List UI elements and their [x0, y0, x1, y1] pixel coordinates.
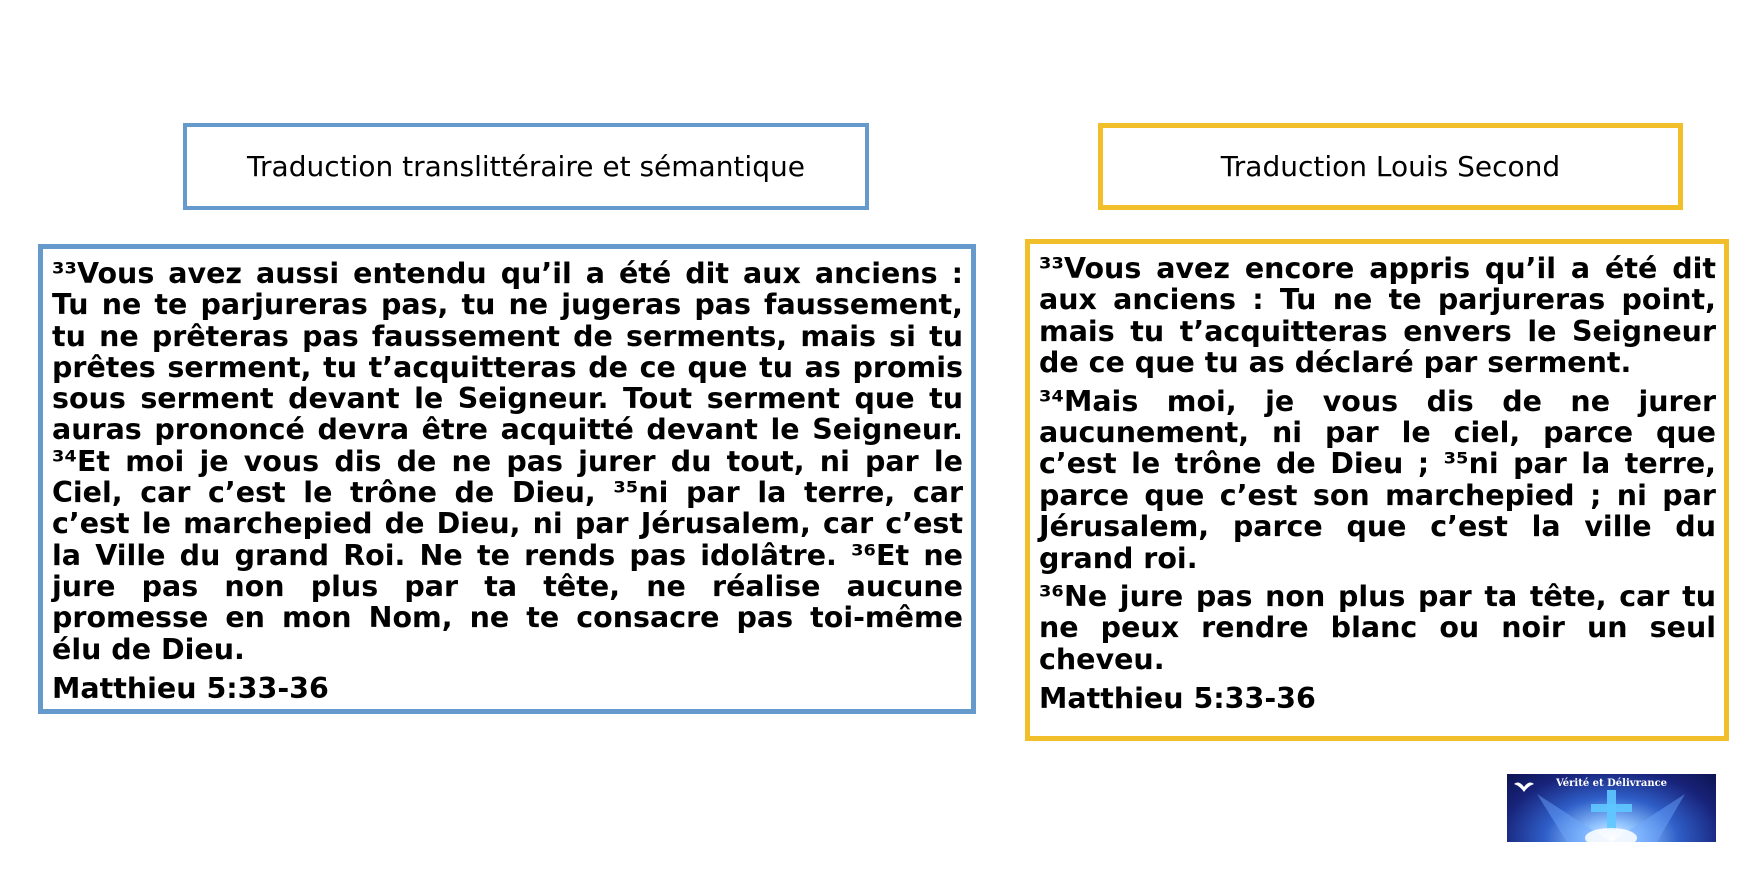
verite-et-delivrance-logo: [1507, 774, 1716, 842]
louis-second-verse-36: ³⁶Ne jure pas non plus par ta tête, car tu ne peux rendre blanc ou noir un seul cheveu.: [1039, 580, 1716, 676]
louis-second-verse-34-35: ³⁴Mais moi, je vous dis de ne jurer aucunement, ni par le ciel, parce que c’est le trône de Dieu ; ³⁵ni par la terre, parce que c’est son marchepied ; ni par Jérusalem, parce que c’est la ville du grand roi.: [1039, 384, 1716, 575]
louis-second-verse-box: [1025, 239, 1729, 741]
louis-second-reference: Matthieu 5:33-36: [1039, 682, 1316, 716]
label-louis-second-text: Traduction Louis Second: [1220, 150, 1561, 183]
label-transliteral-text: Traduction translittéraire et sémantique: [247, 150, 805, 183]
transliteral-reference: Matthieu 5:33-36: [52, 671, 329, 705]
label-transliteral-translation: [183, 123, 869, 210]
transliteral-verse-text: ³³Vous avez aussi entendu qu’il a été dit aux anciens : Tu ne te parjureras pas, tu ne jugeras pas faussement, tu ne prêteras pas faussement de serments, mais si tu prêtes serment, tu t’acquitteras de ce que tu as promis sous serment devant le Seigneur. Tout serment que tu auras prononcé devra être acquitté devant le Seigneur. ³⁴Et moi je vous dis de ne pas jurer du tout, ni par le Ciel, car c’est le trône de Dieu, ³⁵ni par la terre, car c’est le marchepied de Dieu, ni par Jérusalem, car c’est la Ville du grand Roi. Ne te rends pas idolâtre. ³⁶Et ne jure pas non plus par ta tête, ne réalise aucune promesse en mon Nom, ne te consacre pas toi-même élu de Dieu.: [52, 257, 963, 666]
label-louis-second-translation: [1098, 123, 1683, 210]
transliteral-verse-box: [38, 244, 976, 714]
logo-title: Vérité et Délivrance: [1555, 778, 1668, 789]
louis-second-verse-33: ³³Vous avez encore appris qu’il a été dit aux anciens : Tu ne te parjureras point, mais tu t’acquitteras envers le Seigneur de ce que tu as déclaré par serment.: [1039, 252, 1716, 380]
